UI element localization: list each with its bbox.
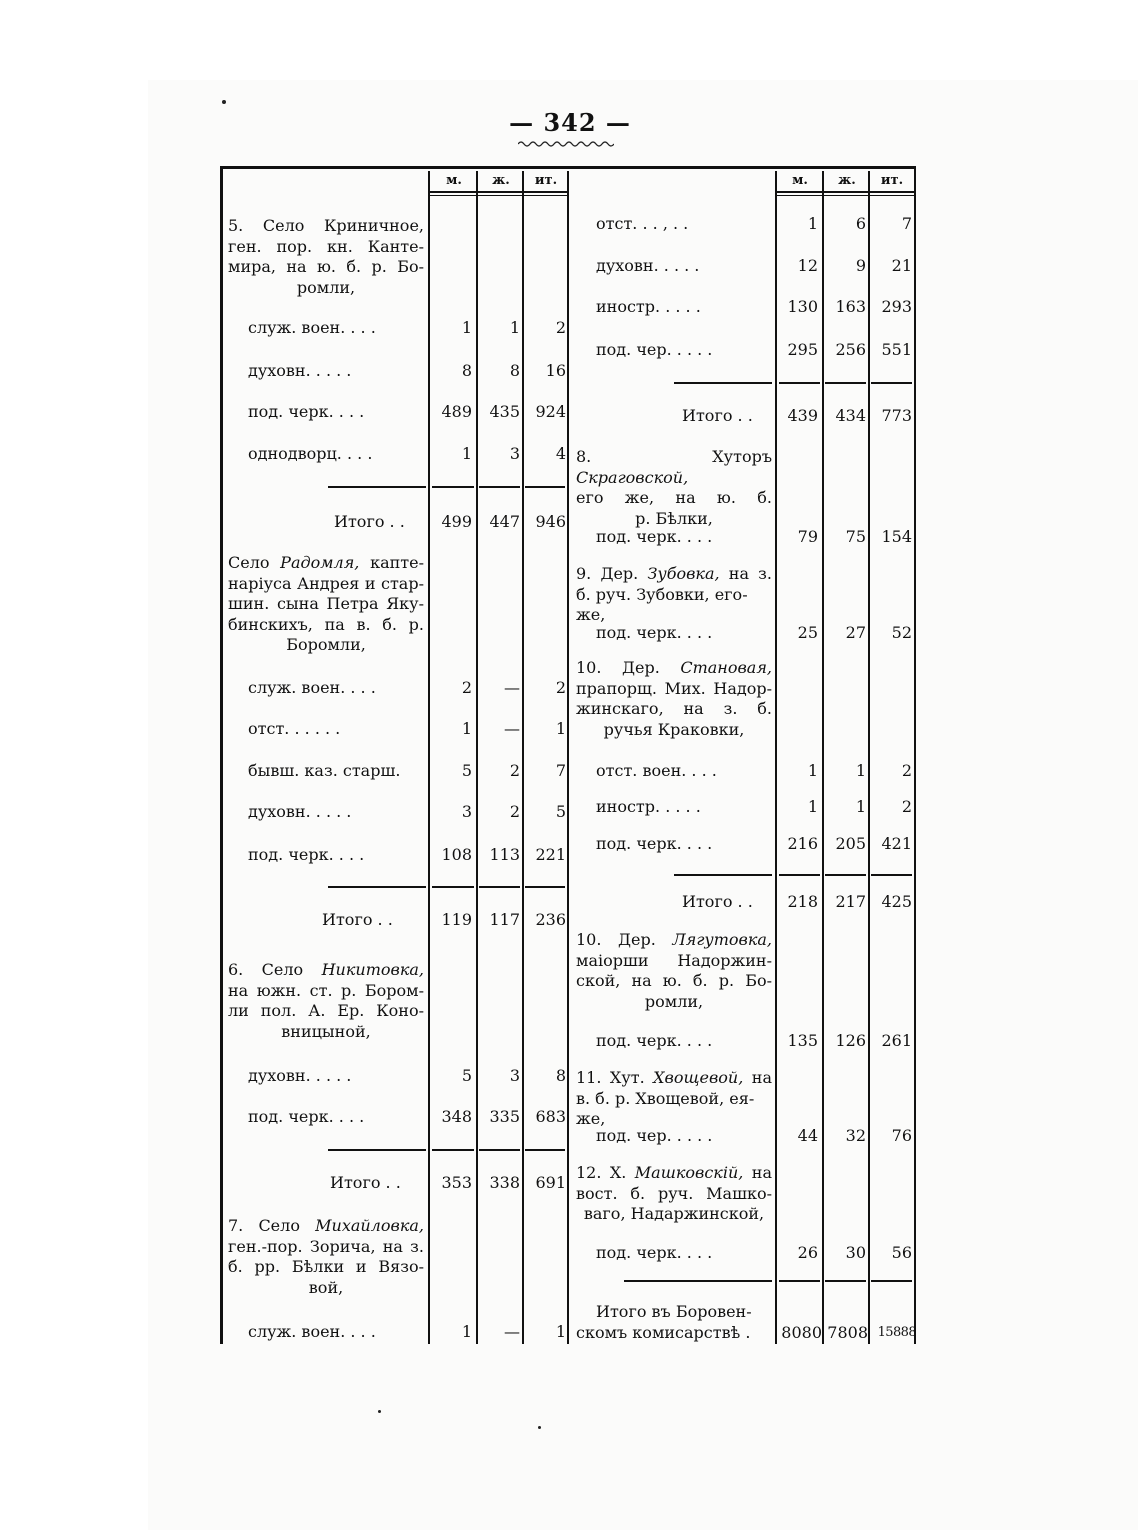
cell-it: 1 — [555, 719, 566, 738]
total-zh: 117 — [489, 910, 520, 929]
cell-it: 21 — [891, 256, 912, 275]
cell-zh: 113 — [489, 845, 520, 864]
cell-it: 421 — [881, 834, 912, 853]
row-label: под. черк. . . . — [596, 527, 713, 546]
cell-zh: — — [504, 1322, 520, 1341]
cell-zh: — — [504, 678, 520, 697]
cell-it: 56 — [891, 1243, 912, 1262]
cell-it: 2 — [555, 318, 566, 337]
row-label: отст. . . . . . — [248, 719, 341, 738]
entry-village-5: 5. Село Криничное, ген. пор. кн. Канте- мира, на ю. б. р. Бо- ромли, — [228, 216, 424, 297]
total-it: 236 — [535, 910, 566, 929]
cell-it: 2 — [555, 678, 566, 697]
header-it-right: ит. — [880, 173, 904, 188]
cell-it: 4 — [555, 444, 566, 463]
cell-m: 1 — [461, 444, 472, 463]
header-it-left: ит. — [534, 173, 558, 188]
cell-it: 76 — [891, 1126, 912, 1145]
cell-it: 221 — [535, 845, 566, 864]
row-label: духовн. . . . . — [248, 1066, 352, 1085]
header-m-left: м. — [446, 173, 462, 188]
cell-m: 1 — [461, 318, 472, 337]
cell-m: 108 — [441, 845, 472, 864]
cell-zh: 1 — [855, 761, 866, 780]
cell-it: 52 — [891, 623, 912, 642]
total-label: Итого . . — [334, 512, 405, 531]
wavy-underline — [518, 140, 614, 148]
row-label: под. чер. . . . . — [596, 340, 713, 359]
total-m: 439 — [787, 406, 818, 425]
cell-zh: 30 — [845, 1243, 866, 1262]
row-label: духовн. . . . . — [248, 802, 352, 821]
speck-mark — [538, 1426, 541, 1429]
entry-khutor-12: 12. Х. Машковскій, на вост. б. руч. Машко- ваго, Надаржинской, — [576, 1163, 772, 1223]
cell-zh: 2 — [509, 761, 520, 780]
cell-it: 2 — [901, 761, 912, 780]
total-zh: 447 — [489, 512, 520, 531]
cell-it: 924 — [535, 402, 566, 421]
cell-m: 5 — [461, 1066, 472, 1085]
cell-it: 1 — [555, 1322, 566, 1341]
entry-village-10-lyagutovka: 10. Дер. Лягутовка, маіорши Надоржин- ской, на ю. б. р. Бо- ромли, — [576, 930, 772, 1011]
grand-total-it: 15888 — [877, 1325, 916, 1340]
cell-zh: 335 — [489, 1107, 520, 1126]
cell-zh: 205 — [835, 834, 866, 853]
row-label: иностр. . . . . — [596, 797, 701, 816]
cell-it: 5 — [555, 802, 566, 821]
row-label: под. черк. . . . — [596, 834, 713, 853]
cell-m: 12 — [797, 256, 818, 275]
row-label: бывш. каз. старш. — [248, 761, 401, 780]
cell-zh: 1 — [509, 318, 520, 337]
cell-m: 216 — [787, 834, 818, 853]
entry-village-9: 9. Дер. Зубовка, на з. б. руч. Зубовки, его-же, — [576, 564, 772, 624]
grand-total-label-line2: скомъ комисарствѣ . — [576, 1323, 751, 1342]
cell-zh: 27 — [845, 623, 866, 642]
total-m: 218 — [787, 892, 818, 911]
row-label: отст. . . , . . — [596, 214, 689, 233]
cell-zh: 32 — [845, 1126, 866, 1145]
cell-m: 1 — [807, 761, 818, 780]
cell-m: 26 — [797, 1243, 818, 1262]
cell-m: 44 — [797, 1126, 818, 1145]
cell-m: 1 — [807, 797, 818, 816]
cell-it: 261 — [881, 1031, 912, 1050]
row-label: под. черк. . . . — [248, 845, 365, 864]
row-label: духовн. . . . . — [596, 256, 700, 275]
cell-m: 489 — [441, 402, 472, 421]
grand-total-m: 8080 — [781, 1323, 822, 1342]
cell-zh: 9 — [855, 256, 866, 275]
total-it: 773 — [881, 406, 912, 425]
entry-khutor-11: 11. Хут. Хвощевой, на в. б. р. Хвощевой, ея-же, — [576, 1068, 772, 1128]
row-label: под. черк. . . . — [248, 402, 365, 421]
cell-zh: 1 — [855, 797, 866, 816]
row-label: под. черк. . . . — [248, 1107, 365, 1126]
row-label: под. чер. . . . . — [596, 1126, 713, 1145]
total-label: Итого . . — [322, 910, 393, 929]
row-label: отст. воен. . . . — [596, 761, 717, 780]
row-label: под. черк. . . . — [596, 623, 713, 642]
cell-m: 1 — [461, 719, 472, 738]
cell-zh: — — [504, 719, 520, 738]
entry-village-7: 7. Село Михайловка, ген.-пор. Зорича, на з. б. рр. Бѣлки и Вязо- вой, — [228, 1216, 424, 1297]
cell-zh: 256 — [835, 340, 866, 359]
row-label: однодворц. . . . — [248, 444, 373, 463]
cell-zh: 75 — [845, 527, 866, 546]
cell-zh: 2 — [509, 802, 520, 821]
cell-it: 551 — [881, 340, 912, 359]
cell-zh: 6 — [855, 214, 866, 233]
row-label: под. черк. . . . — [596, 1031, 713, 1050]
row-label: служ. воен. . . . — [248, 1322, 376, 1341]
cell-it: 683 — [535, 1107, 566, 1126]
cell-it: 293 — [881, 297, 912, 316]
cell-it: 7 — [901, 214, 912, 233]
total-m: 119 — [441, 910, 472, 929]
total-label: Итого . . — [330, 1173, 401, 1192]
cell-zh: 8 — [509, 361, 520, 380]
speck-mark — [378, 1410, 381, 1413]
page-number: — 342 — — [509, 108, 631, 137]
cell-it: 8 — [555, 1066, 566, 1085]
speck-mark — [222, 100, 226, 104]
cell-m: 348 — [441, 1107, 472, 1126]
row-label: духовн. . . . . — [248, 361, 352, 380]
grand-total-zh: 7808 — [827, 1323, 868, 1342]
total-m: 499 — [441, 512, 472, 531]
entry-village-6: 6. Село Никитовка, на южн. ст. р. Бором- ли пол. А. Ер. Коно- вницыной, — [228, 960, 424, 1041]
header-zh-right: ж. — [838, 173, 856, 188]
total-it: 425 — [881, 892, 912, 911]
cell-zh: 163 — [835, 297, 866, 316]
row-label: служ. воен. . . . — [248, 318, 376, 337]
cell-it: 16 — [545, 361, 566, 380]
cell-zh: 3 — [509, 1066, 520, 1085]
total-label: Итого . . — [682, 892, 753, 911]
cell-it: 154 — [881, 527, 912, 546]
cell-m: 25 — [797, 623, 818, 642]
entry-village-radomlya: Село Радомля, капте- наріуса Андрея и стар- шин. сына Петра Яку- бинскихъ, па в. б. р. Боромли, — [228, 553, 424, 654]
entry-khutor-8: 8. Хуторъ Скраговской, его же, на ю. б. р. Бѣлки, — [576, 447, 772, 528]
cell-m: 130 — [787, 297, 818, 316]
cell-m: 1 — [807, 214, 818, 233]
cell-zh: 3 — [509, 444, 520, 463]
cell-zh: 435 — [489, 402, 520, 421]
cell-m: 79 — [797, 527, 818, 546]
row-label: иностр. . . . . — [596, 297, 701, 316]
total-zh: 434 — [835, 406, 866, 425]
cell-it: 2 — [901, 797, 912, 816]
total-label: Итого . . — [682, 406, 753, 425]
cell-m: 1 — [461, 1322, 472, 1341]
header-m-right: м. — [792, 173, 808, 188]
total-it: 946 — [535, 512, 566, 531]
row-label: служ. воен. . . . — [248, 678, 376, 697]
cell-m: 8 — [461, 361, 472, 380]
row-label: под. черк. . . . — [596, 1243, 713, 1262]
cell-m: 3 — [461, 802, 472, 821]
cell-m: 2 — [461, 678, 472, 697]
total-m: 353 — [441, 1173, 472, 1192]
header-zh-left: ж. — [492, 173, 510, 188]
cell-zh: 126 — [835, 1031, 866, 1050]
grand-total-label-line1: Итого въ Боровен- — [596, 1302, 752, 1321]
cell-m: 135 — [787, 1031, 818, 1050]
total-zh: 217 — [835, 892, 866, 911]
cell-m: 295 — [787, 340, 818, 359]
total-it: 691 — [535, 1173, 566, 1192]
total-zh: 338 — [489, 1173, 520, 1192]
entry-village-10-stanovaya: 10. Дер. Становая, прапорщ. Мих. Надор- жинскаго, на з. б. ручья Краковки, — [576, 658, 772, 739]
cell-it: 7 — [555, 761, 566, 780]
cell-m: 5 — [461, 761, 472, 780]
